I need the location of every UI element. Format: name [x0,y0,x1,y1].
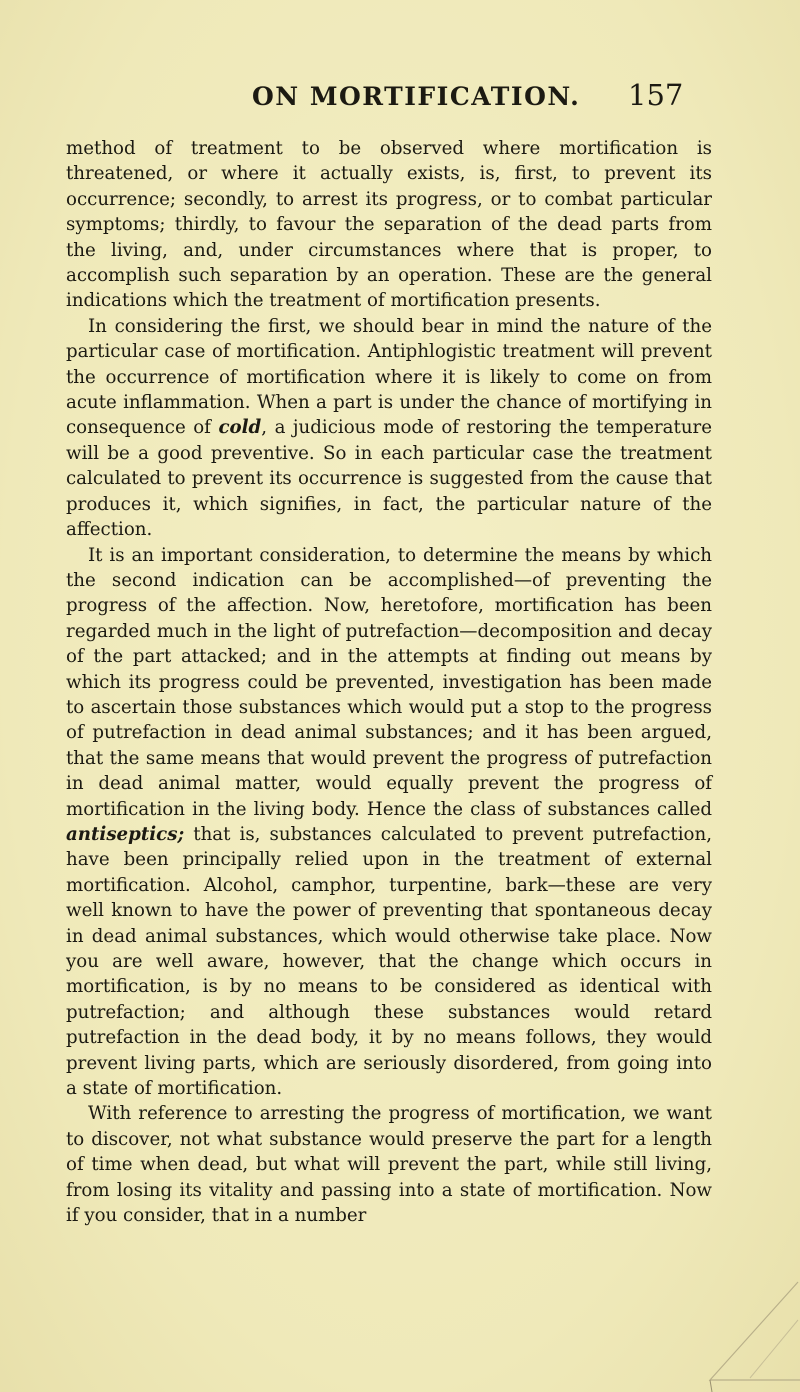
body-text [66,136,712,1228]
paragraph-4 [66,1101,712,1228]
paragraph-text: It is an important consideration, to determine the means by which the second indication can be accomplished—of preventing the progress of the affection. Now, heretofore, mortification has been regarded much in the light of putrefaction—decomposition and decay of the part attacked; and in the attempts at finding out means by which its progress could be prevented, investigation has been made to ascertain those substances which would put a stop to the progress of putrefaction in dead animal substances; and it has been argued, that the same means that would prevent the progress of putrefaction in dead animal matter, would equally prevent the progress of mortification in the living body. Hence the class of substances called [66,544,712,820]
page-corner-fold [690,1280,800,1392]
page-header [0,78,800,118]
running-head: ON MORTIFICATION. [252,82,581,111]
paragraph-text: With reference to arresting the progress of mortification, we want to discover, not what substance would preserve the part for a length of time when dead, but what will prevent the part, while still living, from losing its vitality and passing into a state of mortification. Now if you consider, that in a number [66,1103,712,1227]
paragraph-2 [66,314,712,543]
paragraph-text: , a judicious mode of restoring the temperature will be a good preventive. So in each particular case the treatment calculated to prevent its occurrence is suggested from the cause that produces it, which signifies, in fact, the particular nature of the affection. [66,417,712,541]
italic-term-antiseptics: antiseptics; [66,823,185,845]
paragraph-1 [66,136,712,314]
paragraph-text: In considering the first, we should bear in mind the nature of the particular case of mortification. Antiphlogistic treatment will prevent the occurrence of mortification where it is likely to come on from acute inflammation. When a part is under the chance of mortifying in consequence of [66,315,712,439]
page-number: 157 [628,78,684,112]
paragraph-3 [66,543,712,1102]
paragraph-text: method of treatment to be observed where mortification is threatened, or where it actually exists, is, first, to prevent its occurrence; secondly, to arrest its progress, or to combat particular symptoms; thirdly, to favour the separation of the dead parts from the living, and, under circumstances where that is proper, to accomplish such separation by an operation. These are the general indications which the treatment of mortification presents. [66,138,712,312]
paragraph-text: that is, substances calculated to prevent putrefaction, have been principally relied upon in the treatment of external mortification. Alcohol, camphor, turpentine, bark—these are very well known to have the power of preventing that spontaneous decay in dead animal substances, which would otherwise take place. Now you are well aware, however, that the change which occurs in mortification, is by no means to be considered as identical with putrefaction; and although these substances would retard putrefaction in the dead body, it by no means follows, they would prevent living parts, which are seriously disordered, from going into a state of mortification. [66,823,712,1100]
italic-term-cold: cold [218,417,262,439]
